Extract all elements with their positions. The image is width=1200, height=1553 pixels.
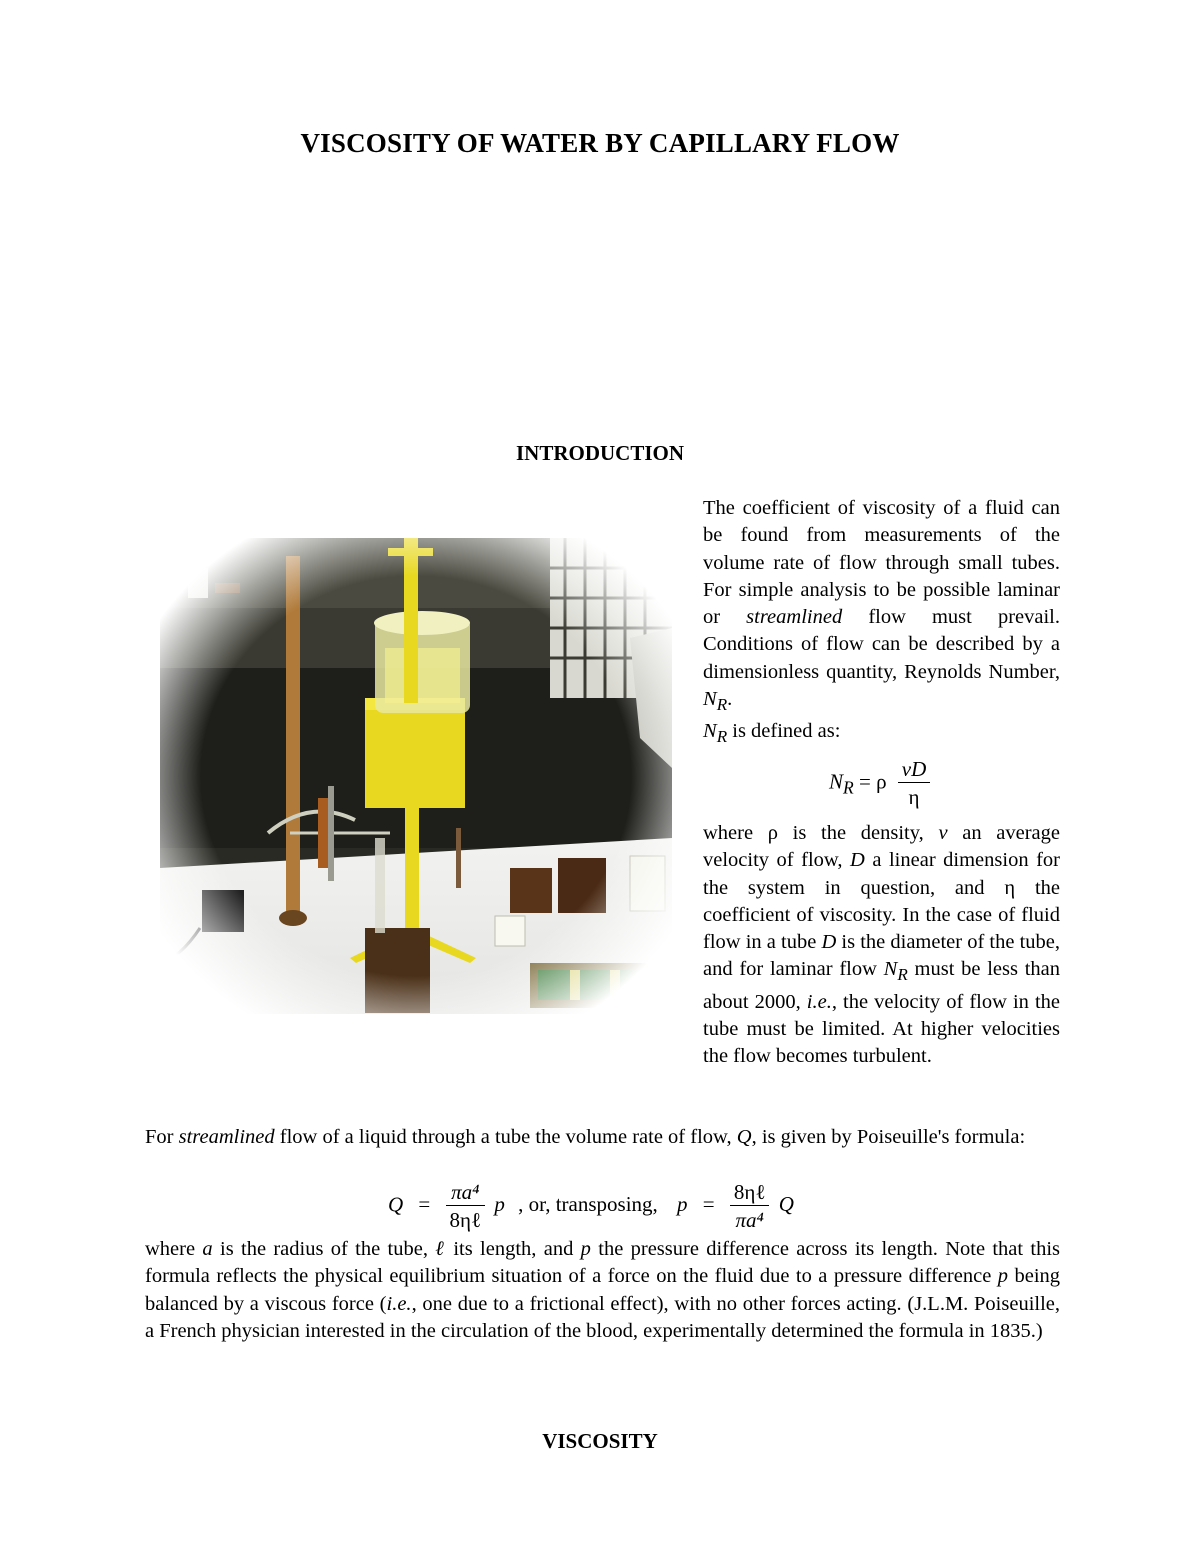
eq2-Q2: Q <box>778 1192 794 1217</box>
eq2-equals-2: = <box>702 1192 715 1217</box>
poiseuille-explanation <box>145 1236 1060 1345</box>
para3-t6: , one due to a frictional effect), with no other forces acting. (J.L.M. Poiseuille, a French physician interested in the circulation of the blood, experimentally determined the formula in 1835.) <box>145 1292 1061 1342</box>
poiseuille-equation <box>380 1165 840 1231</box>
intro-text-1: The coefficient of viscosity of a fluid can be found from measurements of the volume rate of flow through small tubes. For simple analysis to be possible laminar or <box>703 497 1060 629</box>
eq2-num2: 8ηℓ <box>730 1179 770 1206</box>
page-title: VISCOSITY OF WATER BY CAPILLARY FLOW <box>300 128 900 158</box>
where-D: D <box>850 849 865 872</box>
para2-Q: Q <box>736 1126 752 1148</box>
para3-t5: being balanced by a viscous force ( <box>145 1265 1061 1315</box>
eq2-Q: Q <box>388 1192 404 1217</box>
para3-a: a <box>202 1238 213 1260</box>
para2-streamlined: streamlined <box>178 1126 275 1148</box>
viscosity-heading: VISCOSITY <box>542 1429 658 1453</box>
intro-streamlined: streamlined <box>746 606 843 629</box>
reynolds-symbol-2: N <box>703 720 717 743</box>
where-nr: N <box>883 958 898 981</box>
where-ie: i.e. <box>806 990 832 1013</box>
para3-p: p <box>580 1238 591 1260</box>
para2-text2: , is given by Poiseuille's formula: <box>751 1126 1026 1148</box>
eq2-den1: 8ηℓ <box>449 1208 482 1232</box>
eq2-num1: πa⁴ <box>446 1179 486 1206</box>
apparatus-photo <box>160 538 672 1014</box>
eq2-p2: p <box>677 1192 688 1217</box>
where-text-1: where ρ is the density, <box>703 822 924 844</box>
where-text-6: , the velocity of flow in the tube must be limited. At higher velocities the flow becomes turbulent. <box>703 990 1061 1068</box>
where-text-4: is the diameter of the tube, and for laminar flow <box>703 931 1061 981</box>
where-D-2: D <box>821 931 837 954</box>
intro-paragraph: The coefficient of viscosity of a fluid can be found from measurements of the volume rate of flow through small tubes. For simple analysis to be possible laminar or streamlined flow must prevail. Conditions of flow can be described by a dimensionless quantity, Reynolds Number, $N_R$. $N_R$ is defined as: <box>703 497 1060 747</box>
where-text-5: must be less than about 2000, <box>703 958 1061 1013</box>
eq2-equals: = <box>418 1192 431 1217</box>
where-nr-sub: R <box>897 965 908 985</box>
eq1-denominator: η <box>908 785 920 809</box>
where-text-3: a linear dimension for the system in question, and η the coefficient of viscosity. In the case of fluid flow in a tube <box>703 849 1060 954</box>
para2-text1: flow of a liquid through a tube the volume rate of flow, <box>279 1126 732 1148</box>
eq1-lhs: N <box>829 769 844 794</box>
poiseuille-intro <box>145 1124 1060 1151</box>
reynolds-equation <box>703 748 1060 818</box>
reynolds-subscript-2: R <box>716 727 728 747</box>
defined-as-text: is defined as: <box>732 720 841 743</box>
eq1-numerator: vD <box>898 756 931 783</box>
eq2-mid: , or, transposing, <box>518 1192 658 1217</box>
reynolds-subscript: R <box>716 695 728 715</box>
where-v: v <box>938 822 948 844</box>
where-text-2: an average velocity of flow, <box>703 822 1061 872</box>
para3-ie: i.e. <box>386 1292 412 1315</box>
eq1-rho: ρ <box>876 769 887 794</box>
para3-p2: p <box>997 1265 1009 1288</box>
where-paragraph <box>703 820 1060 1071</box>
reynolds-symbol: N <box>703 688 717 711</box>
para3-l: ℓ <box>435 1238 447 1260</box>
para2-for: For <box>145 1126 174 1148</box>
eq2-p: p <box>494 1192 505 1217</box>
introduction-heading: INTRODUCTION <box>515 441 685 465</box>
para3-t1: where <box>145 1238 196 1260</box>
eq2-den2: πa⁴ <box>735 1208 764 1232</box>
intro-text-2: flow must prevail. Conditions of flow can be described by a dimensionless quantity, Reynolds Number, <box>703 606 1060 683</box>
para3-t4: the pressure difference across its length. Note that this formula reflects the physical equilibrium situation of a force on the fluid due to a pressure difference <box>145 1238 1061 1288</box>
para3-t2: is the radius of the tube, <box>220 1238 428 1260</box>
eq1-equals: = <box>858 769 871 794</box>
para3-t3: its length, and <box>453 1238 574 1260</box>
eq1-lhs-sub: R <box>843 777 854 798</box>
